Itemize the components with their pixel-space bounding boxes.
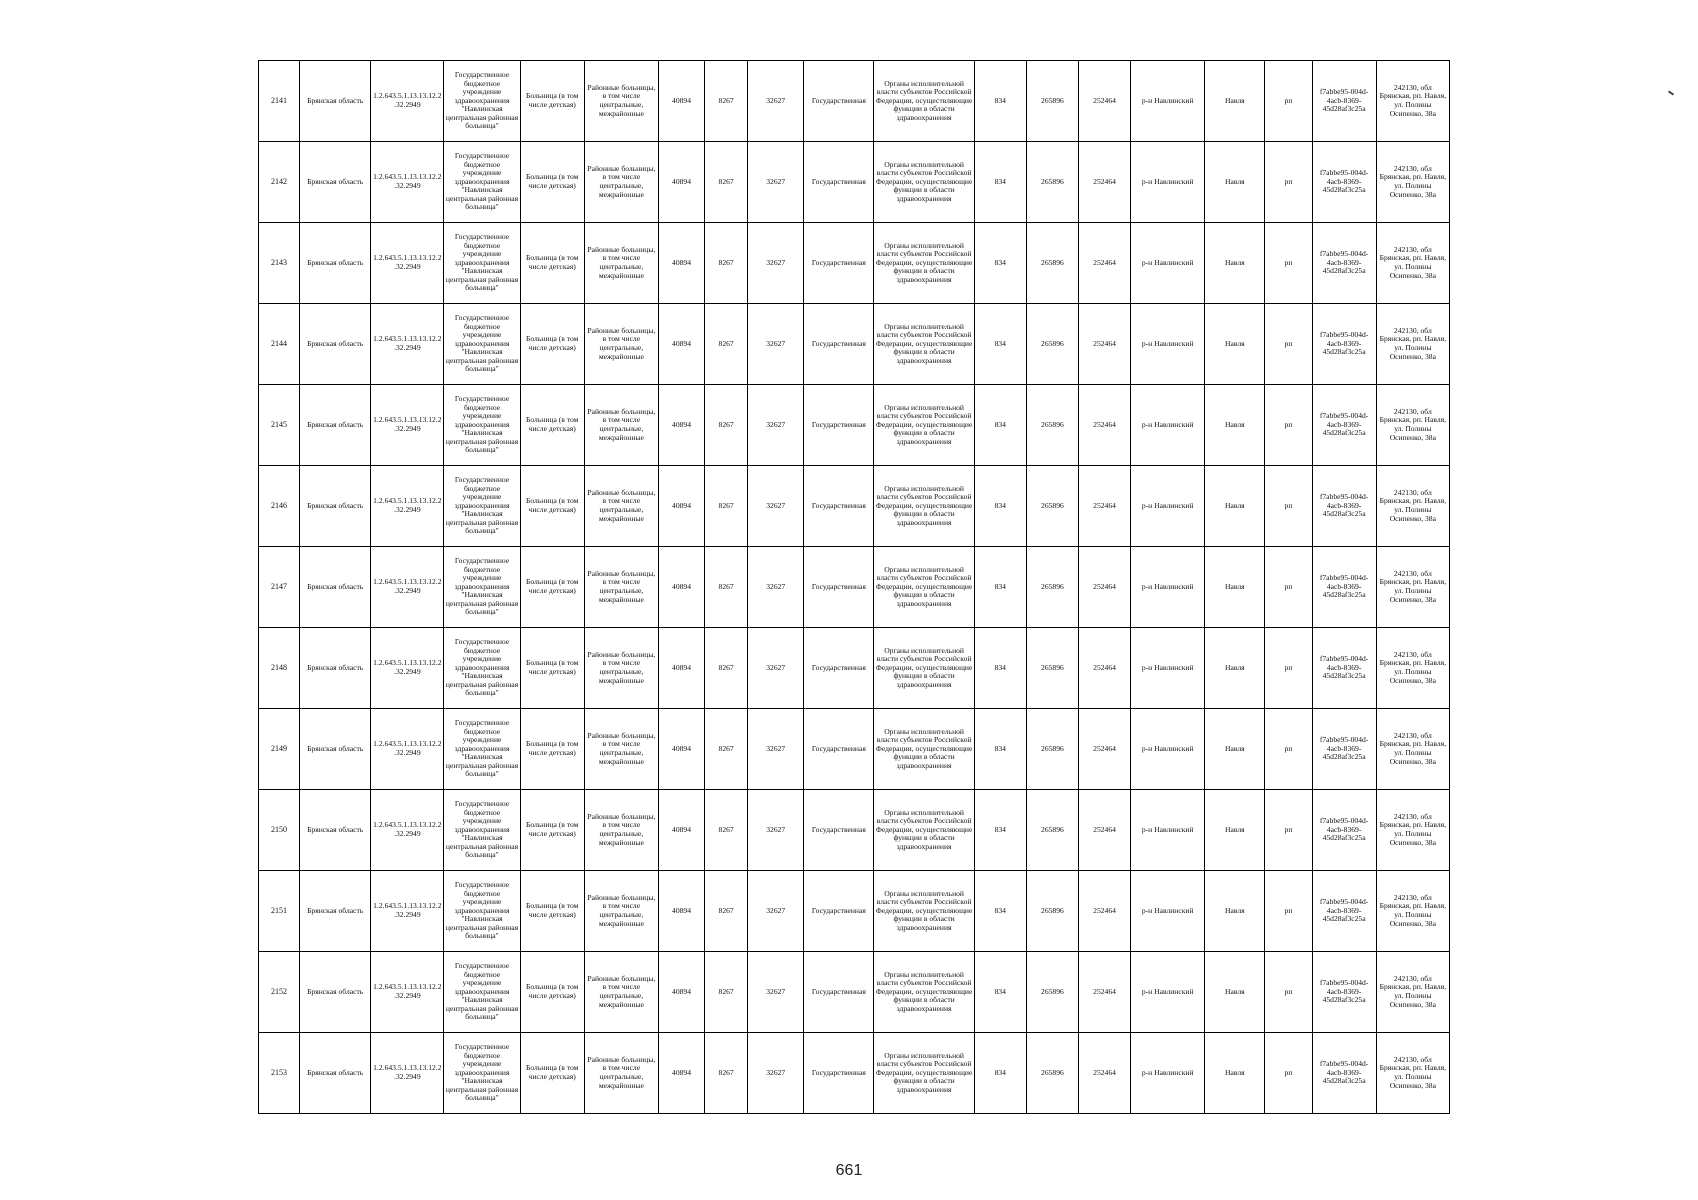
settlement-cell: Навля: [1205, 142, 1265, 223]
value-cell-2: 8267: [705, 952, 748, 1033]
value-cell-3: 32627: [748, 790, 804, 871]
oid-code-cell: 1.2.643.5.1.13.13.12.2.32.2949: [371, 952, 444, 1033]
guid-cell: f7abbe95-004d-4acb-8369-45d28af3c25a: [1312, 142, 1376, 223]
ownership-cell: Государственная: [804, 142, 874, 223]
settlement-type-cell: рп: [1265, 142, 1312, 223]
value-cell-2: 8267: [705, 1033, 748, 1114]
region-cell: Брянская область: [300, 304, 371, 385]
registry-table: [258, 60, 1450, 1114]
code-cell-1: 834: [974, 61, 1026, 142]
row-number: 2143: [259, 223, 300, 304]
settlement-cell: Навля: [1205, 709, 1265, 790]
facility-subtype-cell: Районные больницы, в том числе центральные, межрайонные: [584, 790, 658, 871]
facility-type-cell: Больница (в том числе детская): [520, 223, 584, 304]
facility-type-cell: Больница (в том числе детская): [520, 790, 584, 871]
code-cell-3: 252464: [1078, 628, 1130, 709]
oid-code-cell: 1.2.643.5.1.13.13.12.2.32.2949: [371, 466, 444, 547]
value-cell-2: 8267: [705, 385, 748, 466]
ownership-cell: Государственная: [804, 385, 874, 466]
district-cell: р-н Навлинский: [1131, 790, 1205, 871]
table-row: [259, 709, 1450, 790]
authority-cell: Органы исполнительной власти субъектов Российской Федерации, осуществляющие функции в области здравоохранения: [874, 142, 974, 223]
district-cell: р-н Навлинский: [1131, 466, 1205, 547]
facility-type-cell: Больница (в том числе детская): [520, 1033, 584, 1114]
region-cell: Брянская область: [300, 790, 371, 871]
code-cell-2: 265896: [1026, 709, 1078, 790]
organization-name-cell: Государственное бюджетное учреждение здравоохранения "Навлинская центральная районная больница": [444, 466, 520, 547]
settlement-cell: Навля: [1205, 628, 1265, 709]
facility-subtype-cell: Районные больницы, в том числе центральные, межрайонные: [584, 628, 658, 709]
authority-cell: Органы исполнительной власти субъектов Российской Федерации, осуществляющие функции в области здравоохранения: [874, 628, 974, 709]
code-cell-1: 834: [974, 1033, 1026, 1114]
value-cell-3: 32627: [748, 466, 804, 547]
value-cell-1: 40894: [658, 61, 704, 142]
guid-cell: f7abbe95-004d-4acb-8369-45d28af3c25a: [1312, 952, 1376, 1033]
address-cell: 242130, обл Брянская, рп. Навля, ул. Полины Осипенко, 38а: [1376, 61, 1449, 142]
region-cell: Брянская область: [300, 547, 371, 628]
facility-type-cell: Больница (в том числе детская): [520, 628, 584, 709]
value-cell-1: 40894: [658, 547, 704, 628]
region-cell: Брянская область: [300, 466, 371, 547]
code-cell-2: 265896: [1026, 385, 1078, 466]
settlement-type-cell: рп: [1265, 547, 1312, 628]
region-cell: Брянская область: [300, 61, 371, 142]
facility-subtype-cell: Районные больницы, в том числе центральные, межрайонные: [584, 385, 658, 466]
row-number: 2144: [259, 304, 300, 385]
organization-name-cell: Государственное бюджетное учреждение здравоохранения "Навлинская центральная районная больница": [444, 952, 520, 1033]
facility-subtype-cell: Районные больницы, в том числе центральные, межрайонные: [584, 1033, 658, 1114]
settlement-cell: Навля: [1205, 223, 1265, 304]
page-number: 661: [835, 1162, 863, 1179]
value-cell-2: 8267: [705, 142, 748, 223]
authority-cell: Органы исполнительной власти субъектов Российской Федерации, осуществляющие функции в области здравоохранения: [874, 547, 974, 628]
oid-code-cell: 1.2.643.5.1.13.13.12.2.32.2949: [371, 790, 444, 871]
code-cell-3: 252464: [1078, 142, 1130, 223]
settlement-type-cell: рп: [1265, 466, 1312, 547]
row-number: 2149: [259, 709, 300, 790]
organization-name-cell: Государственное бюджетное учреждение здравоохранения "Навлинская центральная районная больница": [444, 871, 520, 952]
facility-type-cell: Больница (в том числе детская): [520, 952, 584, 1033]
code-cell-1: 834: [974, 223, 1026, 304]
facility-type-cell: Больница (в том числе детская): [520, 466, 584, 547]
ownership-cell: Государственная: [804, 871, 874, 952]
value-cell-1: 40894: [658, 1033, 704, 1114]
settlement-type-cell: рп: [1265, 385, 1312, 466]
facility-subtype-cell: Районные больницы, в том числе центральные, межрайонные: [584, 709, 658, 790]
value-cell-2: 8267: [705, 547, 748, 628]
district-cell: р-н Навлинский: [1131, 628, 1205, 709]
code-cell-1: 834: [974, 952, 1026, 1033]
ownership-cell: Государственная: [804, 466, 874, 547]
guid-cell: f7abbe95-004d-4acb-8369-45d28af3c25a: [1312, 871, 1376, 952]
settlement-cell: Навля: [1205, 385, 1265, 466]
settlement-cell: Навля: [1205, 1033, 1265, 1114]
guid-cell: f7abbe95-004d-4acb-8369-45d28af3c25a: [1312, 223, 1376, 304]
oid-code-cell: 1.2.643.5.1.13.13.12.2.32.2949: [371, 385, 444, 466]
table-row: [259, 1033, 1450, 1114]
facility-subtype-cell: Районные больницы, в том числе центральные, межрайонные: [584, 61, 658, 142]
authority-cell: Органы исполнительной власти субъектов Российской Федерации, осуществляющие функции в области здравоохранения: [874, 709, 974, 790]
code-cell-1: 834: [974, 628, 1026, 709]
facility-subtype-cell: Районные больницы, в том числе центральные, межрайонные: [584, 223, 658, 304]
value-cell-1: 40894: [658, 385, 704, 466]
region-cell: Брянская область: [300, 142, 371, 223]
value-cell-2: 8267: [705, 61, 748, 142]
organization-name-cell: Государственное бюджетное учреждение здравоохранения "Навлинская центральная районная больница": [444, 547, 520, 628]
table-row: [259, 304, 1450, 385]
value-cell-3: 32627: [748, 61, 804, 142]
organization-name-cell: Государственное бюджетное учреждение здравоохранения "Навлинская центральная районная больница": [444, 61, 520, 142]
address-cell: 242130, обл Брянская, рп. Навля, ул. Полины Осипенко, 38а: [1376, 304, 1449, 385]
guid-cell: f7abbe95-004d-4acb-8369-45d28af3c25a: [1312, 61, 1376, 142]
value-cell-3: 32627: [748, 304, 804, 385]
table-row: [259, 142, 1450, 223]
code-cell-3: 252464: [1078, 466, 1130, 547]
value-cell-1: 40894: [658, 142, 704, 223]
code-cell-1: 834: [974, 871, 1026, 952]
row-number: 2148: [259, 628, 300, 709]
organization-name-cell: Государственное бюджетное учреждение здравоохранения "Навлинская центральная районная больница": [444, 1033, 520, 1114]
ownership-cell: Государственная: [804, 61, 874, 142]
row-number: 2152: [259, 952, 300, 1033]
district-cell: р-н Навлинский: [1131, 304, 1205, 385]
district-cell: р-н Навлинский: [1131, 547, 1205, 628]
address-cell: 242130, обл Брянская, рп. Навля, ул. Полины Осипенко, 38а: [1376, 385, 1449, 466]
region-cell: Брянская область: [300, 628, 371, 709]
guid-cell: f7abbe95-004d-4acb-8369-45d28af3c25a: [1312, 385, 1376, 466]
code-cell-1: 834: [974, 304, 1026, 385]
oid-code-cell: 1.2.643.5.1.13.13.12.2.32.2949: [371, 871, 444, 952]
table-body: [259, 61, 1450, 1114]
oid-code-cell: 1.2.643.5.1.13.13.12.2.32.2949: [371, 304, 444, 385]
facility-subtype-cell: Районные больницы, в том числе центральные, межрайонные: [584, 871, 658, 952]
region-cell: Брянская область: [300, 385, 371, 466]
region-cell: Брянская область: [300, 952, 371, 1033]
region-cell: Брянская область: [300, 709, 371, 790]
code-cell-3: 252464: [1078, 709, 1130, 790]
settlement-cell: Навля: [1205, 952, 1265, 1033]
settlement-cell: Навля: [1205, 466, 1265, 547]
address-cell: 242130, обл Брянская, рп. Навля, ул. Полины Осипенко, 38а: [1376, 466, 1449, 547]
code-cell-3: 252464: [1078, 790, 1130, 871]
value-cell-3: 32627: [748, 223, 804, 304]
district-cell: р-н Навлинский: [1131, 709, 1205, 790]
value-cell-2: 8267: [705, 628, 748, 709]
oid-code-cell: 1.2.643.5.1.13.13.12.2.32.2949: [371, 223, 444, 304]
value-cell-3: 32627: [748, 709, 804, 790]
guid-cell: f7abbe95-004d-4acb-8369-45d28af3c25a: [1312, 628, 1376, 709]
district-cell: р-н Навлинский: [1131, 1033, 1205, 1114]
district-cell: р-н Навлинский: [1131, 952, 1205, 1033]
authority-cell: Органы исполнительной власти субъектов Российской Федерации, осуществляющие функции в области здравоохранения: [874, 952, 974, 1033]
code-cell-1: 834: [974, 709, 1026, 790]
value-cell-2: 8267: [705, 466, 748, 547]
settlement-type-cell: рп: [1265, 628, 1312, 709]
guid-cell: f7abbe95-004d-4acb-8369-45d28af3c25a: [1312, 709, 1376, 790]
organization-name-cell: Государственное бюджетное учреждение здравоохранения "Навлинская центральная районная больница": [444, 142, 520, 223]
value-cell-1: 40894: [658, 790, 704, 871]
table-row: [259, 790, 1450, 871]
ownership-cell: Государственная: [804, 628, 874, 709]
value-cell-2: 8267: [705, 790, 748, 871]
ownership-cell: Государственная: [804, 952, 874, 1033]
authority-cell: Органы исполнительной власти субъектов Российской Федерации, осуществляющие функции в области здравоохранения: [874, 1033, 974, 1114]
code-cell-2: 265896: [1026, 1033, 1078, 1114]
authority-cell: Органы исполнительной власти субъектов Российской Федерации, осуществляющие функции в области здравоохранения: [874, 871, 974, 952]
settlement-type-cell: рп: [1265, 1033, 1312, 1114]
facility-subtype-cell: Районные больницы, в том числе центральные, межрайонные: [584, 466, 658, 547]
table-row: [259, 628, 1450, 709]
code-cell-2: 265896: [1026, 304, 1078, 385]
authority-cell: Органы исполнительной власти субъектов Российской Федерации, осуществляющие функции в области здравоохранения: [874, 466, 974, 547]
settlement-type-cell: рп: [1265, 952, 1312, 1033]
value-cell-2: 8267: [705, 304, 748, 385]
address-cell: 242130, обл Брянская, рп. Навля, ул. Полины Осипенко, 38а: [1376, 952, 1449, 1033]
settlement-type-cell: рп: [1265, 709, 1312, 790]
value-cell-1: 40894: [658, 304, 704, 385]
table-row: [259, 952, 1450, 1033]
facility-type-cell: Больница (в том числе детская): [520, 304, 584, 385]
row-number: 2141: [259, 61, 300, 142]
code-cell-2: 265896: [1026, 142, 1078, 223]
code-cell-1: 834: [974, 385, 1026, 466]
code-cell-3: 252464: [1078, 385, 1130, 466]
code-cell-2: 265896: [1026, 223, 1078, 304]
table-row: [259, 61, 1450, 142]
region-cell: Брянская область: [300, 871, 371, 952]
code-cell-3: 252464: [1078, 304, 1130, 385]
address-cell: 242130, обл Брянская, рп. Навля, ул. Полины Осипенко, 38а: [1376, 142, 1449, 223]
code-cell-3: 252464: [1078, 871, 1130, 952]
oid-code-cell: 1.2.643.5.1.13.13.12.2.32.2949: [371, 628, 444, 709]
organization-name-cell: Государственное бюджетное учреждение здравоохранения "Навлинская центральная районная больница": [444, 790, 520, 871]
code-cell-1: 834: [974, 547, 1026, 628]
settlement-type-cell: рп: [1265, 61, 1312, 142]
settlement-cell: Навля: [1205, 61, 1265, 142]
oid-code-cell: 1.2.643.5.1.13.13.12.2.32.2949: [371, 61, 444, 142]
district-cell: р-н Навлинский: [1131, 223, 1205, 304]
table-row: [259, 871, 1450, 952]
value-cell-3: 32627: [748, 547, 804, 628]
facility-type-cell: Больница (в том числе детская): [520, 385, 584, 466]
value-cell-2: 8267: [705, 709, 748, 790]
facility-type-cell: Больница (в том числе детская): [520, 709, 584, 790]
organization-name-cell: Государственное бюджетное учреждение здравоохранения "Навлинская центральная районная больница": [444, 223, 520, 304]
value-cell-3: 32627: [748, 142, 804, 223]
code-cell-2: 265896: [1026, 790, 1078, 871]
facility-type-cell: Больница (в том числе детская): [520, 871, 584, 952]
guid-cell: f7abbe95-004d-4acb-8369-45d28af3c25a: [1312, 304, 1376, 385]
value-cell-2: 8267: [705, 871, 748, 952]
table-row: [259, 223, 1450, 304]
code-cell-2: 265896: [1026, 61, 1078, 142]
district-cell: р-н Навлинский: [1131, 61, 1205, 142]
code-cell-2: 265896: [1026, 952, 1078, 1033]
facility-subtype-cell: Районные больницы, в том числе центральные, межрайонные: [584, 142, 658, 223]
value-cell-1: 40894: [658, 952, 704, 1033]
address-cell: 242130, обл Брянская, рп. Навля, ул. Полины Осипенко, 38а: [1376, 709, 1449, 790]
address-cell: 242130, обл Брянская, рп. Навля, ул. Полины Осипенко, 38а: [1376, 223, 1449, 304]
organization-name-cell: Государственное бюджетное учреждение здравоохранения "Навлинская центральная районная больница": [444, 304, 520, 385]
row-number: 2145: [259, 385, 300, 466]
address-cell: 242130, обл Брянская, рп. Навля, ул. Полины Осипенко, 38а: [1376, 871, 1449, 952]
code-cell-2: 265896: [1026, 871, 1078, 952]
ownership-cell: Государственная: [804, 1033, 874, 1114]
ownership-cell: Государственная: [804, 709, 874, 790]
authority-cell: Органы исполнительной власти субъектов Российской Федерации, осуществляющие функции в области здравоохранения: [874, 385, 974, 466]
ownership-cell: Государственная: [804, 790, 874, 871]
organization-name-cell: Государственное бюджетное учреждение здравоохранения "Навлинская центральная районная больница": [444, 709, 520, 790]
value-cell-1: 40894: [658, 223, 704, 304]
ownership-cell: Государственная: [804, 547, 874, 628]
authority-cell: Органы исполнительной власти субъектов Российской Федерации, осуществляющие функции в области здравоохранения: [874, 223, 974, 304]
table-row: [259, 385, 1450, 466]
facility-type-cell: Больница (в том числе детская): [520, 142, 584, 223]
region-cell: Брянская область: [300, 223, 371, 304]
settlement-type-cell: рп: [1265, 871, 1312, 952]
organization-name-cell: Государственное бюджетное учреждение здравоохранения "Навлинская центральная районная больница": [444, 385, 520, 466]
code-cell-2: 265896: [1026, 547, 1078, 628]
row-number: 2142: [259, 142, 300, 223]
value-cell-1: 40894: [658, 709, 704, 790]
code-cell-3: 252464: [1078, 223, 1130, 304]
guid-cell: f7abbe95-004d-4acb-8369-45d28af3c25a: [1312, 466, 1376, 547]
settlement-cell: Навля: [1205, 547, 1265, 628]
row-number: 2151: [259, 871, 300, 952]
facility-type-cell: Больница (в том числе детская): [520, 547, 584, 628]
settlement-cell: Навля: [1205, 871, 1265, 952]
row-number: 2147: [259, 547, 300, 628]
code-cell-3: 252464: [1078, 1033, 1130, 1114]
facility-type-cell: Больница (в том числе детская): [520, 61, 584, 142]
address-cell: 242130, обл Брянская, рп. Навля, ул. Полины Осипенко, 38а: [1376, 628, 1449, 709]
authority-cell: Органы исполнительной власти субъектов Российской Федерации, осуществляющие функции в области здравоохранения: [874, 790, 974, 871]
code-cell-2: 265896: [1026, 628, 1078, 709]
value-cell-3: 32627: [748, 385, 804, 466]
district-cell: р-н Навлинский: [1131, 871, 1205, 952]
code-cell-3: 252464: [1078, 547, 1130, 628]
code-cell-1: 834: [974, 142, 1026, 223]
value-cell-1: 40894: [658, 466, 704, 547]
row-number: 2146: [259, 466, 300, 547]
address-cell: 242130, обл Брянская, рп. Навля, ул. Полины Осипенко, 38а: [1376, 547, 1449, 628]
settlement-type-cell: рп: [1265, 304, 1312, 385]
code-cell-2: 265896: [1026, 466, 1078, 547]
oid-code-cell: 1.2.643.5.1.13.13.12.2.32.2949: [371, 547, 444, 628]
oid-code-cell: 1.2.643.5.1.13.13.12.2.32.2949: [371, 1033, 444, 1114]
ownership-cell: Государственная: [804, 304, 874, 385]
scan-mark: [1668, 90, 1674, 95]
settlement-cell: Навля: [1205, 304, 1265, 385]
value-cell-2: 8267: [705, 223, 748, 304]
facility-subtype-cell: Районные больницы, в том числе центральные, межрайонные: [584, 304, 658, 385]
value-cell-3: 32627: [748, 1033, 804, 1114]
code-cell-3: 252464: [1078, 61, 1130, 142]
ownership-cell: Государственная: [804, 223, 874, 304]
row-number: 2153: [259, 1033, 300, 1114]
value-cell-3: 32627: [748, 952, 804, 1033]
code-cell-3: 252464: [1078, 952, 1130, 1033]
table-row: [259, 466, 1450, 547]
guid-cell: f7abbe95-004d-4acb-8369-45d28af3c25a: [1312, 1033, 1376, 1114]
facility-subtype-cell: Районные больницы, в том числе центральные, межрайонные: [584, 952, 658, 1033]
code-cell-1: 834: [974, 466, 1026, 547]
address-cell: 242130, обл Брянская, рп. Навля, ул. Полины Осипенко, 38а: [1376, 790, 1449, 871]
authority-cell: Органы исполнительной власти субъектов Российской Федерации, осуществляющие функции в области здравоохранения: [874, 61, 974, 142]
authority-cell: Органы исполнительной власти субъектов Российской Федерации, осуществляющие функции в области здравоохранения: [874, 304, 974, 385]
value-cell-3: 32627: [748, 871, 804, 952]
code-cell-1: 834: [974, 790, 1026, 871]
district-cell: р-н Навлинский: [1131, 142, 1205, 223]
settlement-type-cell: рп: [1265, 223, 1312, 304]
value-cell-3: 32627: [748, 628, 804, 709]
address-cell: 242130, обл Брянская, рп. Навля, ул. Полины Осипенко, 38а: [1376, 1033, 1449, 1114]
organization-name-cell: Государственное бюджетное учреждение здравоохранения "Навлинская центральная районная больница": [444, 628, 520, 709]
value-cell-1: 40894: [658, 871, 704, 952]
district-cell: р-н Навлинский: [1131, 385, 1205, 466]
facility-subtype-cell: Районные больницы, в том числе центральные, межрайонные: [584, 547, 658, 628]
table-row: [259, 547, 1450, 628]
row-number: 2150: [259, 790, 300, 871]
settlement-type-cell: рп: [1265, 790, 1312, 871]
guid-cell: f7abbe95-004d-4acb-8369-45d28af3c25a: [1312, 547, 1376, 628]
settlement-cell: Навля: [1205, 790, 1265, 871]
oid-code-cell: 1.2.643.5.1.13.13.12.2.32.2949: [371, 709, 444, 790]
region-cell: Брянская область: [300, 1033, 371, 1114]
oid-code-cell: 1.2.643.5.1.13.13.12.2.32.2949: [371, 142, 444, 223]
value-cell-1: 40894: [658, 628, 704, 709]
guid-cell: f7abbe95-004d-4acb-8369-45d28af3c25a: [1312, 790, 1376, 871]
